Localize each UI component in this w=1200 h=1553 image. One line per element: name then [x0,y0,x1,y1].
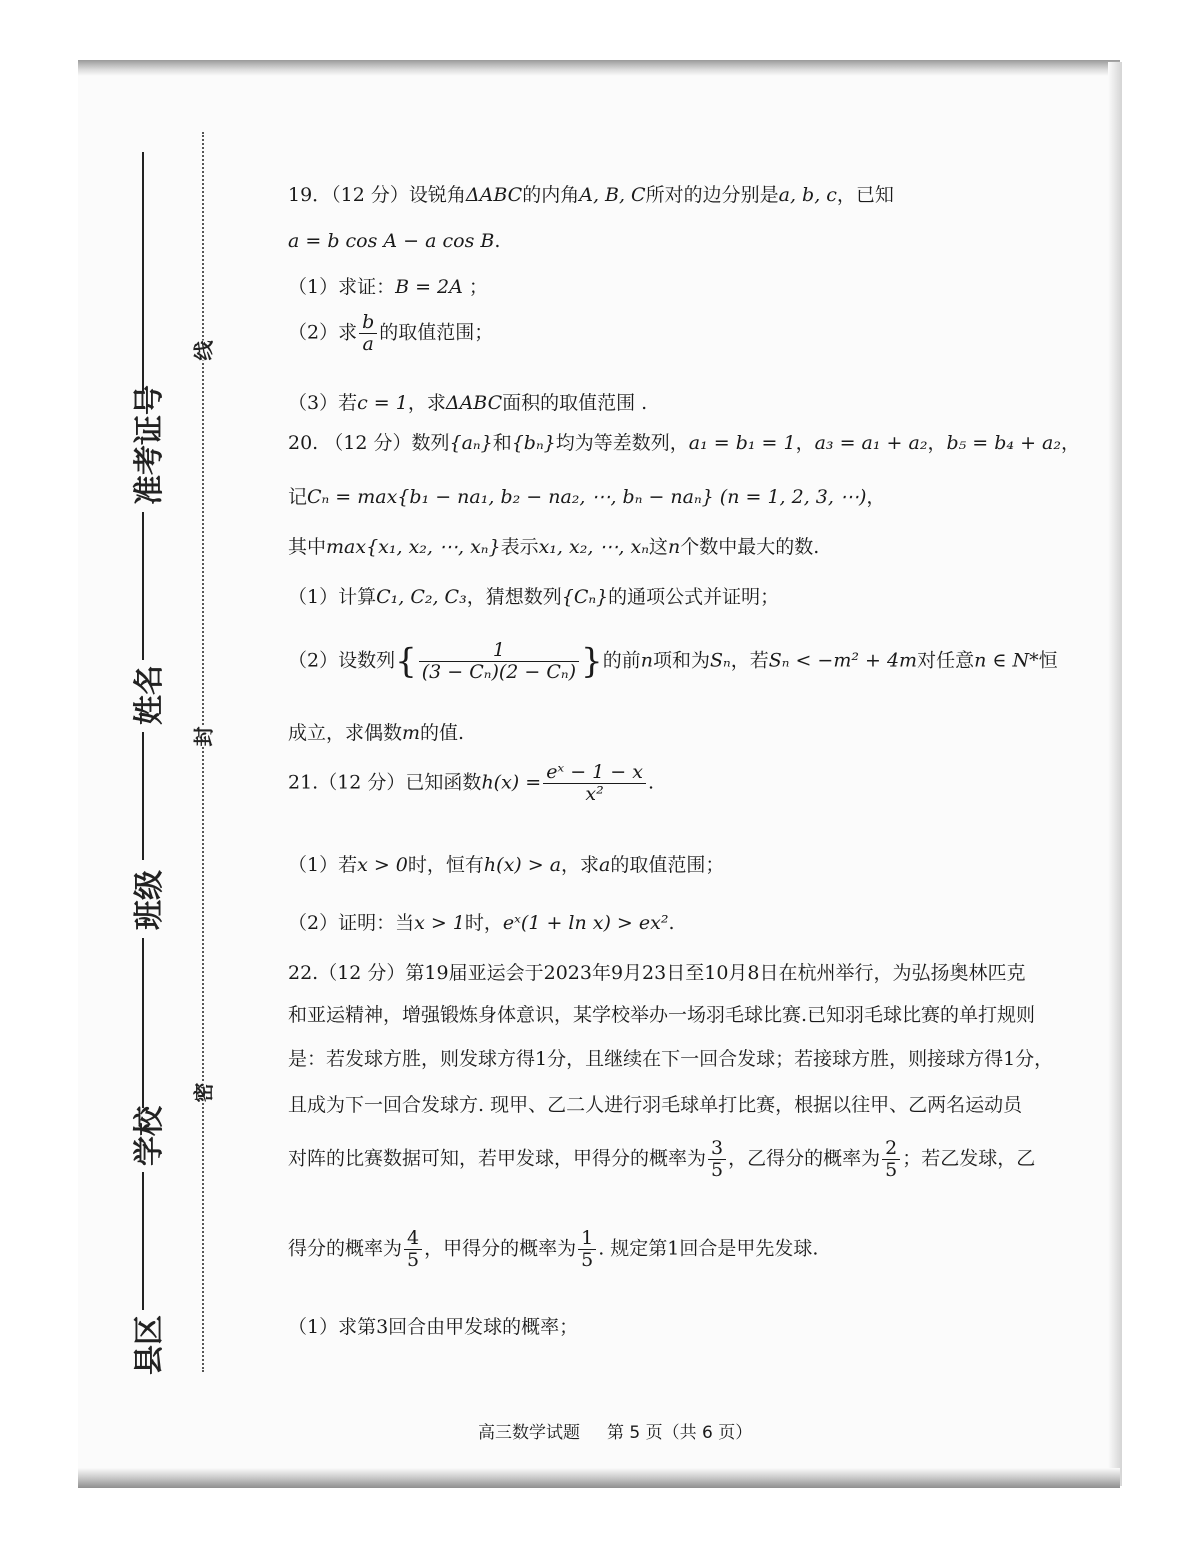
q21-stem: 21.（12 分）已知函数h(x) = $\frac{\text{eˣ − 1 − x}}{\text{x²}}$ . [288,761,655,805]
q19-stem: 19．（12 分）设锐角ΔABC的内角A, B, C所对的边分别是a, b, c，已知 [288,184,894,206]
seal-dotted-line [202,132,204,1372]
q22-line4: 且成为下一回合发球方. 现甲、乙二人进行羽毛球单打比赛，根据以往甲、乙两名运动员 [288,1094,1023,1116]
q20-stem: 20. （12 分）数列{aₙ}和{bₙ}均为等差数列，a₁ = b₁ = 1，a₃ = a₁ + a₂，b₅ = b₄ + a₂， [288,432,1080,454]
school-line [142,938,144,1108]
id-number-label: 准考证号 [132,385,167,505]
scan-edge-bottom [78,1468,1120,1488]
q20-part2: （2）设数列{ $\frac{1}{\text{(3 − Cₙ)(2 − Cₙ)}}$ }的前n项和为Sₙ，若Sₙ < −m² + 4m对任意n ∈ N*恒 [288,639,1058,683]
class-line [142,732,144,860]
q21-part2: （2）证明：当x > 1时，eˣ(1 + ln x) > ex². [288,912,675,934]
school-label: 学校 [132,1106,167,1166]
q20-note: 其中max{x₁, x₂, ⋯, xₙ}表示x₁, x₂, ⋯, xₙ这n个数中最大的数. [288,536,820,558]
page-footer [478,1418,752,1443]
footer-subject: 高三数学试题 [478,1423,580,1443]
district-label: 县区 [132,1315,167,1375]
q20-definition: 记Cₙ = max{b₁ − na₁, b₂ − na₂, ⋯, bₙ − naₙ} (n = 1, 2, 3, ⋯)， [288,486,886,508]
q22-line3: 是：若发球方胜，则发球方得1分，且继续在下一回合发球；若接球方胜，则接球方得1分， [288,1048,1054,1070]
q19-part1: （1）求证：B = 2A ； [288,276,488,298]
scan-edge-right [1108,62,1122,1486]
q20-part2-cont: 成立，求偶数m的值. [288,722,465,744]
footer-page: 第 5 页（共 6 页） [607,1423,753,1443]
seal-char-seal: 封 [188,727,217,747]
q19-condition: a = b cos A − a cos B. [288,230,501,252]
name-label: 姓名 [132,665,167,725]
seal-char-secret: 密 [188,1083,217,1103]
q22-line6: 得分的概率为 $\frac{4}{5}$ ，甲得分的概率为 $\frac{1}{5}$ . 规定第1回合是甲先发球. [288,1227,819,1271]
district-line [142,1172,144,1310]
scan-edge-top [78,60,1120,76]
q22-fraction-1-5: $\frac{1}{5}$ [578,1228,596,1271]
name-line [142,512,144,660]
q21-fraction: $\frac{\text{eˣ − 1 − x}}{\text{x²}}$ [543,762,646,805]
q22-line1: 22.（12 分）第19届亚运会于2023年9月23日至10月8日在杭州举行，为弘扬奥林匹克 [288,962,1026,984]
q22-line5: 对阵的比赛数据可知，若甲发球，甲得分的概率为 $\frac{3}{5}$ ，乙得分的概率为 $\frac{2}{5}$ ；若乙发球，乙 [288,1137,1036,1181]
q19-part3: （3）若c = 1，求ΔABC面积的取值范围 . [288,392,648,414]
id-number-line [142,152,144,392]
q19-part2: （2）求 $\frac{b}{a}$ 的取值范围； [288,311,494,355]
q22-fraction-3-5: $\frac{3}{5}$ [708,1138,726,1181]
class-label: 班级 [132,870,167,930]
q20-fraction: $\frac{1}{\text{(3 − Cₙ)(2 − Cₙ)}}$ [419,640,579,683]
q20-part1: （1）计算C₁, C₂, C₃，猜想数列{Cₙ}的通项公式并证明； [288,586,780,608]
q19-fraction: $\frac{b}{a}$ [359,312,377,355]
q21-part1: （1）若x > 0时，恒有h(x) > a，求a的取值范围； [288,854,725,876]
q22-part1: （1）求第3回合由甲发球的概率； [288,1316,579,1338]
q22-fraction-2-5: $\frac{2}{5}$ [882,1138,900,1181]
seal-char-line: 线 [188,341,217,361]
q22-line2: 和亚运精神，增强锻炼身体意识，某学校举办一场羽毛球比赛.已知羽毛球比赛的单打规则 [288,1004,1036,1026]
q22-fraction-4-5: $\frac{4}{5}$ [404,1228,422,1271]
